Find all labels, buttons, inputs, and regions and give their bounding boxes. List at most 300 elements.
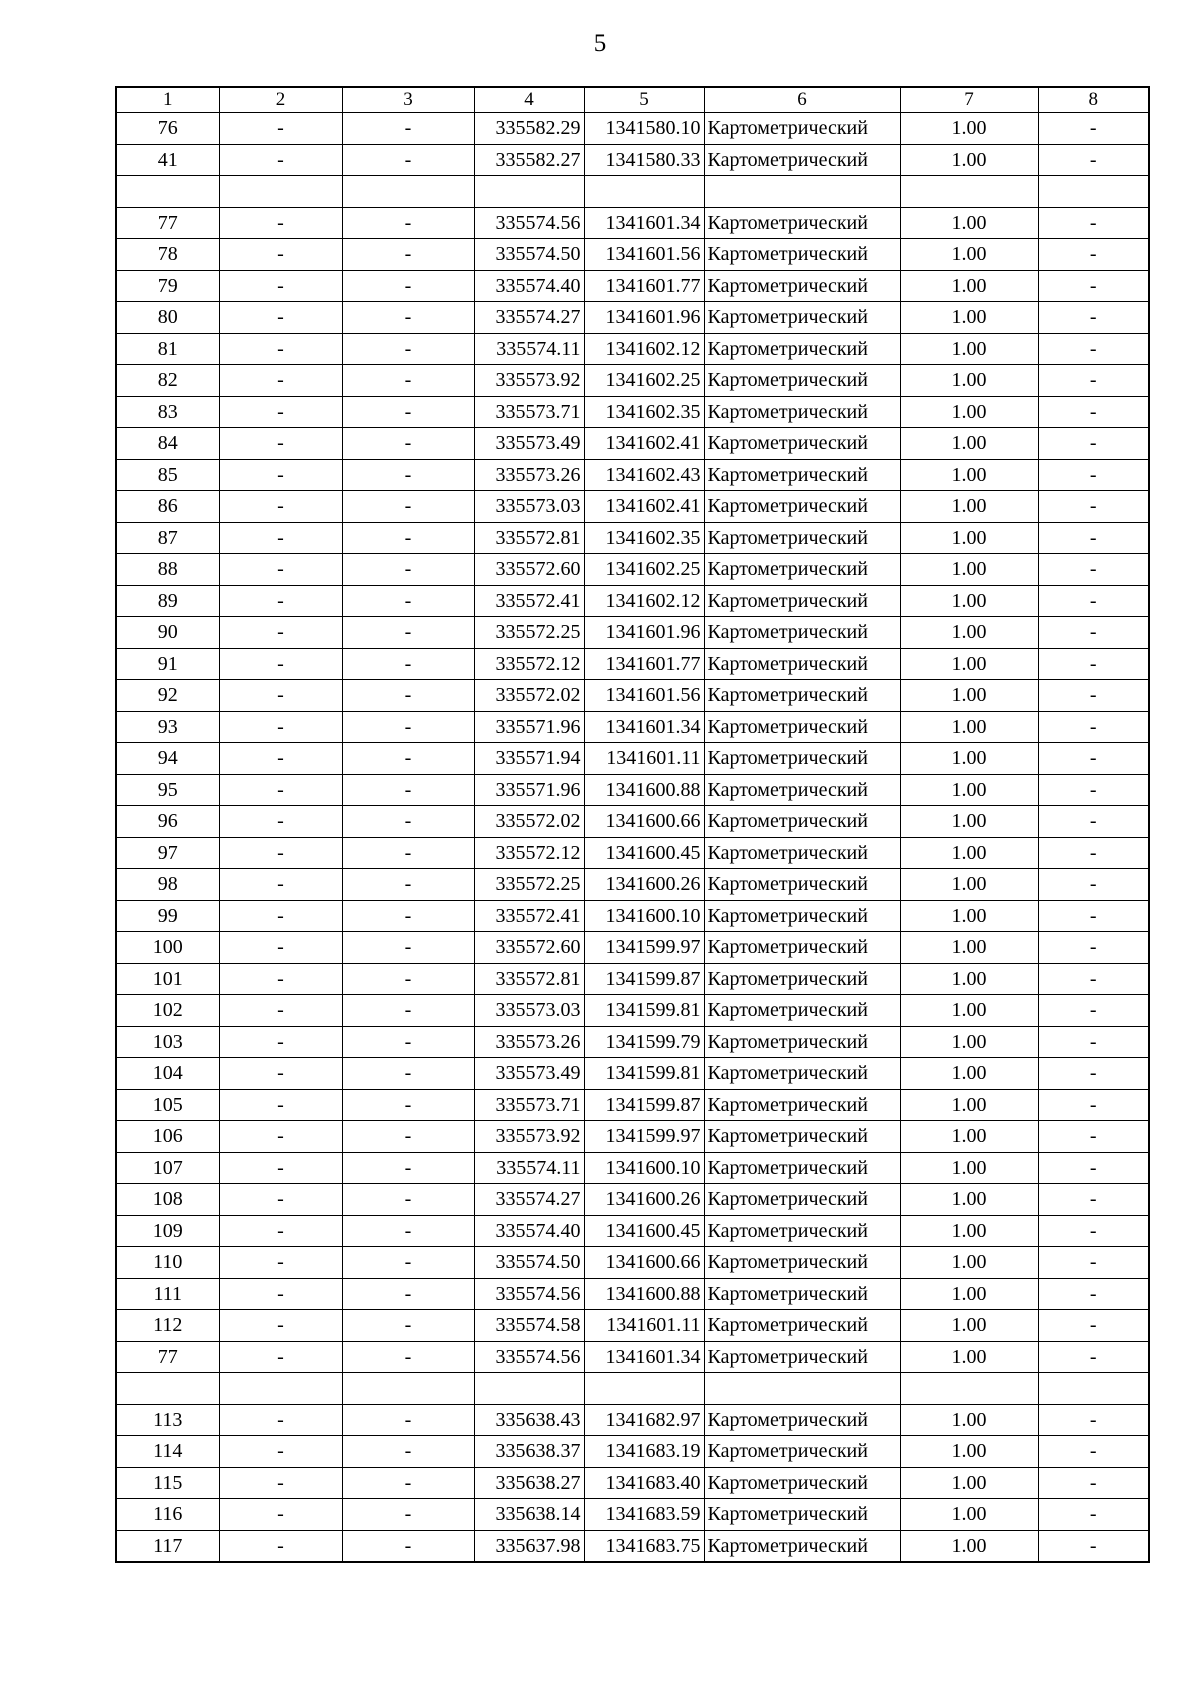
y-coordinate-cell: 1341601.34 [584, 1341, 704, 1373]
col3-cell: - [342, 396, 474, 428]
method-cell: Картометрический [704, 837, 900, 869]
col2-cell: - [219, 239, 342, 271]
col2-cell: - [219, 1467, 342, 1499]
accuracy-cell: 1.00 [900, 680, 1038, 712]
x-coordinate-cell: 335573.03 [474, 491, 584, 523]
y-coordinate-cell: 1341682.97 [584, 1404, 704, 1436]
table-row [116, 113, 1149, 145]
y-coordinate-cell: 1341601.56 [584, 239, 704, 271]
x-coordinate-cell: 335572.25 [474, 617, 584, 649]
col3-cell: - [342, 743, 474, 775]
col2-cell: - [219, 963, 342, 995]
col8-cell: - [1038, 396, 1149, 428]
x-coordinate-cell: 335637.98 [474, 1530, 584, 1562]
col2-cell: - [219, 396, 342, 428]
x-coordinate-cell: 335582.29 [474, 113, 584, 145]
y-coordinate-cell: 1341600.66 [584, 1247, 704, 1279]
col2-cell: - [219, 743, 342, 775]
col3-cell: - [342, 1530, 474, 1562]
table-row [116, 1184, 1149, 1216]
y-coordinate-cell: 1341580.10 [584, 113, 704, 145]
point-number-cell: 111 [116, 1278, 219, 1310]
accuracy-cell: 1.00 [900, 1121, 1038, 1153]
y-coordinate-cell: 1341601.56 [584, 680, 704, 712]
y-coordinate-cell: 1341601.96 [584, 302, 704, 334]
point-number-cell: 107 [116, 1152, 219, 1184]
point-number-cell: 91 [116, 648, 219, 680]
accuracy-cell: 1.00 [900, 1499, 1038, 1531]
table-row [116, 207, 1149, 239]
col2-cell: - [219, 1436, 342, 1468]
accuracy-cell: 1.00 [900, 932, 1038, 964]
y-coordinate-cell: 1341683.75 [584, 1530, 704, 1562]
col8-cell: - [1038, 113, 1149, 145]
x-coordinate-cell: 335572.02 [474, 806, 584, 838]
accuracy-cell: 1.00 [900, 365, 1038, 397]
x-coordinate-cell: 335638.37 [474, 1436, 584, 1468]
col2-cell: - [219, 554, 342, 586]
point-number-cell: 94 [116, 743, 219, 775]
col3-cell [342, 176, 474, 208]
column-header-1: 1 [116, 87, 219, 113]
col8-cell: - [1038, 1089, 1149, 1121]
x-coordinate-cell: 335574.27 [474, 1184, 584, 1216]
col8-cell: - [1038, 333, 1149, 365]
table-row [116, 995, 1149, 1027]
x-coordinate-cell: 335573.71 [474, 1089, 584, 1121]
col2-cell: - [219, 428, 342, 460]
y-coordinate-cell: 1341599.79 [584, 1026, 704, 1058]
x-coordinate-cell: 335573.92 [474, 365, 584, 397]
method-cell: Картометрический [704, 617, 900, 649]
column-header-3: 3 [342, 87, 474, 113]
col2-cell: - [219, 1530, 342, 1562]
table-row [116, 837, 1149, 869]
col8-cell: - [1038, 1499, 1149, 1531]
accuracy-cell: 1.00 [900, 207, 1038, 239]
x-coordinate-cell: 335574.56 [474, 207, 584, 239]
method-cell: Картометрический [704, 1310, 900, 1342]
accuracy-cell: 1.00 [900, 144, 1038, 176]
point-number-cell: 84 [116, 428, 219, 460]
method-cell: Картометрический [704, 585, 900, 617]
x-coordinate-cell: 335574.40 [474, 1215, 584, 1247]
col8-cell: - [1038, 270, 1149, 302]
table-row [116, 1530, 1149, 1562]
column-header-5: 5 [584, 87, 704, 113]
col2-cell: - [219, 1089, 342, 1121]
accuracy-cell [900, 176, 1038, 208]
method-cell: Картометрический [704, 491, 900, 523]
x-coordinate-cell: 335572.41 [474, 585, 584, 617]
table-row [116, 1089, 1149, 1121]
method-cell: Картометрический [704, 1058, 900, 1090]
col2-cell: - [219, 869, 342, 901]
col3-cell: - [342, 333, 474, 365]
method-cell: Картометрический [704, 1152, 900, 1184]
column-header-7: 7 [900, 87, 1038, 113]
col8-cell: - [1038, 1530, 1149, 1562]
y-coordinate-cell: 1341600.88 [584, 1278, 704, 1310]
y-coordinate-cell: 1341602.12 [584, 585, 704, 617]
method-cell [704, 1373, 900, 1405]
y-coordinate-cell: 1341602.43 [584, 459, 704, 491]
point-number-cell: 41 [116, 144, 219, 176]
point-number-cell: 82 [116, 365, 219, 397]
x-coordinate-cell: 335574.50 [474, 1247, 584, 1279]
method-cell: Картометрический [704, 1530, 900, 1562]
accuracy-cell: 1.00 [900, 743, 1038, 775]
y-coordinate-cell: 1341600.45 [584, 1215, 704, 1247]
table-row [116, 333, 1149, 365]
col2-cell: - [219, 333, 342, 365]
point-number-cell: 115 [116, 1467, 219, 1499]
method-cell: Картометрический [704, 365, 900, 397]
col8-cell: - [1038, 239, 1149, 271]
col3-cell: - [342, 1184, 474, 1216]
method-cell [704, 176, 900, 208]
col3-cell: - [342, 837, 474, 869]
x-coordinate-cell: 335574.58 [474, 1310, 584, 1342]
table-row [116, 648, 1149, 680]
point-number-cell: 92 [116, 680, 219, 712]
y-coordinate-cell [584, 1373, 704, 1405]
col2-cell: - [219, 1121, 342, 1153]
col3-cell: - [342, 1278, 474, 1310]
accuracy-cell: 1.00 [900, 1215, 1038, 1247]
method-cell: Картометрический [704, 522, 900, 554]
point-number-cell: 110 [116, 1247, 219, 1279]
x-coordinate-cell [474, 1373, 584, 1405]
accuracy-cell [900, 1373, 1038, 1405]
method-cell: Картометрический [704, 963, 900, 995]
method-cell: Картометрический [704, 1184, 900, 1216]
col3-cell: - [342, 963, 474, 995]
y-coordinate-cell: 1341601.11 [584, 1310, 704, 1342]
col3-cell: - [342, 1404, 474, 1436]
col3-cell: - [342, 995, 474, 1027]
col3-cell: - [342, 207, 474, 239]
point-number-cell: 86 [116, 491, 219, 523]
col2-cell: - [219, 1026, 342, 1058]
x-coordinate-cell: 335574.11 [474, 333, 584, 365]
col3-cell: - [342, 365, 474, 397]
col8-cell: - [1038, 302, 1149, 334]
y-coordinate-cell: 1341683.40 [584, 1467, 704, 1499]
point-number-cell: 78 [116, 239, 219, 271]
method-cell: Картометрический [704, 1467, 900, 1499]
y-coordinate-cell: 1341599.97 [584, 1121, 704, 1153]
method-cell: Картометрический [704, 1121, 900, 1153]
col3-cell: - [342, 900, 474, 932]
header-row [116, 87, 1149, 113]
col3-cell: - [342, 270, 474, 302]
y-coordinate-cell: 1341602.12 [584, 333, 704, 365]
x-coordinate-cell: 335572.12 [474, 837, 584, 869]
table-row [116, 585, 1149, 617]
col2-cell: - [219, 207, 342, 239]
col3-cell: - [342, 1310, 474, 1342]
point-number-cell [116, 1373, 219, 1405]
y-coordinate-cell: 1341600.10 [584, 900, 704, 932]
x-coordinate-cell: 335572.12 [474, 648, 584, 680]
col8-cell: - [1038, 428, 1149, 460]
method-cell: Картометрический [704, 900, 900, 932]
method-cell: Картометрический [704, 207, 900, 239]
col8-cell: - [1038, 1058, 1149, 1090]
col8-cell: - [1038, 837, 1149, 869]
col3-cell: - [342, 617, 474, 649]
table-row [116, 900, 1149, 932]
x-coordinate-cell: 335638.43 [474, 1404, 584, 1436]
col2-cell: - [219, 491, 342, 523]
table-row [116, 1310, 1149, 1342]
x-coordinate-cell: 335572.60 [474, 554, 584, 586]
x-coordinate-cell: 335572.81 [474, 963, 584, 995]
col3-cell: - [342, 1341, 474, 1373]
method-cell: Картометрический [704, 554, 900, 586]
method-cell: Картометрический [704, 302, 900, 334]
x-coordinate-cell: 335572.02 [474, 680, 584, 712]
col2-cell: - [219, 1184, 342, 1216]
col2-cell: - [219, 1310, 342, 1342]
point-number-cell: 105 [116, 1089, 219, 1121]
separator-row [116, 176, 1149, 208]
accuracy-cell: 1.00 [900, 617, 1038, 649]
method-cell: Картометрический [704, 113, 900, 145]
table-row [116, 1058, 1149, 1090]
table-row [116, 617, 1149, 649]
col8-cell: - [1038, 617, 1149, 649]
accuracy-cell: 1.00 [900, 1436, 1038, 1468]
method-cell: Картометрический [704, 1404, 900, 1436]
col3-cell: - [342, 239, 474, 271]
point-number-cell: 102 [116, 995, 219, 1027]
table-row [116, 1499, 1149, 1531]
accuracy-cell: 1.00 [900, 302, 1038, 334]
col8-cell: - [1038, 522, 1149, 554]
accuracy-cell: 1.00 [900, 554, 1038, 586]
page-number: 5 [593, 30, 607, 57]
y-coordinate-cell: 1341599.81 [584, 1058, 704, 1090]
table-row [116, 743, 1149, 775]
table-row [116, 1247, 1149, 1279]
col3-cell: - [342, 554, 474, 586]
col2-cell: - [219, 680, 342, 712]
accuracy-cell: 1.00 [900, 995, 1038, 1027]
x-coordinate-cell: 335574.56 [474, 1341, 584, 1373]
col8-cell: - [1038, 1152, 1149, 1184]
x-coordinate-cell: 335574.40 [474, 270, 584, 302]
col3-cell: - [342, 1152, 474, 1184]
y-coordinate-cell: 1341600.26 [584, 1184, 704, 1216]
col3-cell: - [342, 1499, 474, 1531]
col3-cell: - [342, 522, 474, 554]
col3-cell: - [342, 806, 474, 838]
col8-cell: - [1038, 144, 1149, 176]
accuracy-cell: 1.00 [900, 522, 1038, 554]
method-cell: Картометрический [704, 932, 900, 964]
method-cell: Картометрический [704, 270, 900, 302]
method-cell: Картометрический [704, 1026, 900, 1058]
y-coordinate-cell: 1341683.59 [584, 1499, 704, 1531]
point-number-cell: 89 [116, 585, 219, 617]
col2-cell: - [219, 1247, 342, 1279]
x-coordinate-cell: 335573.26 [474, 1026, 584, 1058]
y-coordinate-cell: 1341602.35 [584, 396, 704, 428]
accuracy-cell: 1.00 [900, 1247, 1038, 1279]
col3-cell: - [342, 1026, 474, 1058]
col3-cell: - [342, 1121, 474, 1153]
y-coordinate-cell: 1341600.88 [584, 774, 704, 806]
col8-cell: - [1038, 680, 1149, 712]
x-coordinate-cell: 335574.56 [474, 1278, 584, 1310]
y-coordinate-cell: 1341600.26 [584, 869, 704, 901]
table-row [116, 302, 1149, 334]
point-number-cell: 108 [116, 1184, 219, 1216]
col3-cell: - [342, 711, 474, 743]
x-coordinate-cell: 335574.50 [474, 239, 584, 271]
x-coordinate-cell: 335572.25 [474, 869, 584, 901]
col3-cell: - [342, 1436, 474, 1468]
y-coordinate-cell: 1341602.41 [584, 491, 704, 523]
x-coordinate-cell: 335573.26 [474, 459, 584, 491]
x-coordinate-cell: 335573.03 [474, 995, 584, 1027]
accuracy-cell: 1.00 [900, 459, 1038, 491]
y-coordinate-cell: 1341599.87 [584, 1089, 704, 1121]
accuracy-cell: 1.00 [900, 648, 1038, 680]
x-coordinate-cell: 335574.27 [474, 302, 584, 334]
x-coordinate-cell: 335571.94 [474, 743, 584, 775]
accuracy-cell: 1.00 [900, 1404, 1038, 1436]
col2-cell: - [219, 144, 342, 176]
point-number-cell: 79 [116, 270, 219, 302]
point-number-cell: 95 [116, 774, 219, 806]
col8-cell: - [1038, 554, 1149, 586]
col8-cell: - [1038, 1215, 1149, 1247]
table-row [116, 680, 1149, 712]
col2-cell: - [219, 932, 342, 964]
col3-cell: - [342, 932, 474, 964]
table-row [116, 428, 1149, 460]
x-coordinate-cell: 335638.14 [474, 1499, 584, 1531]
y-coordinate-cell: 1341601.77 [584, 270, 704, 302]
col8-cell: - [1038, 774, 1149, 806]
point-number-cell: 103 [116, 1026, 219, 1058]
table-row [116, 1215, 1149, 1247]
col8-cell: - [1038, 963, 1149, 995]
col3-cell: - [342, 459, 474, 491]
col8-cell: - [1038, 900, 1149, 932]
col3-cell: - [342, 113, 474, 145]
col2-cell: - [219, 270, 342, 302]
point-number-cell: 76 [116, 113, 219, 145]
table-row [116, 1467, 1149, 1499]
point-number-cell: 90 [116, 617, 219, 649]
method-cell: Картометрический [704, 774, 900, 806]
point-number-cell: 98 [116, 869, 219, 901]
col2-cell: - [219, 1341, 342, 1373]
y-coordinate-cell: 1341602.25 [584, 365, 704, 397]
y-coordinate-cell: 1341601.34 [584, 711, 704, 743]
accuracy-cell: 1.00 [900, 1467, 1038, 1499]
col2-cell: - [219, 617, 342, 649]
x-coordinate-cell: 335572.60 [474, 932, 584, 964]
y-coordinate-cell [584, 176, 704, 208]
method-cell: Картометрический [704, 680, 900, 712]
y-coordinate-cell: 1341600.10 [584, 1152, 704, 1184]
x-coordinate-cell: 335573.92 [474, 1121, 584, 1153]
method-cell: Картометрический [704, 743, 900, 775]
y-coordinate-cell: 1341580.33 [584, 144, 704, 176]
col8-cell: - [1038, 1026, 1149, 1058]
accuracy-cell: 1.00 [900, 333, 1038, 365]
col3-cell: - [342, 491, 474, 523]
col8-cell: - [1038, 1341, 1149, 1373]
y-coordinate-cell: 1341600.45 [584, 837, 704, 869]
col3-cell: - [342, 302, 474, 334]
column-header-4: 4 [474, 87, 584, 113]
col3-cell: - [342, 585, 474, 617]
y-coordinate-cell: 1341601.77 [584, 648, 704, 680]
point-number-cell: 85 [116, 459, 219, 491]
point-number-cell: 117 [116, 1530, 219, 1562]
col8-cell: - [1038, 365, 1149, 397]
col8-cell: - [1038, 932, 1149, 964]
point-number-cell: 112 [116, 1310, 219, 1342]
y-coordinate-cell: 1341599.97 [584, 932, 704, 964]
y-coordinate-cell: 1341602.35 [584, 522, 704, 554]
accuracy-cell: 1.00 [900, 270, 1038, 302]
col8-cell: - [1038, 1310, 1149, 1342]
col2-cell: - [219, 1404, 342, 1436]
method-cell: Картометрический [704, 333, 900, 365]
col8-cell: - [1038, 585, 1149, 617]
col3-cell: - [342, 1467, 474, 1499]
accuracy-cell: 1.00 [900, 900, 1038, 932]
col2-cell: - [219, 585, 342, 617]
col2-cell: - [219, 900, 342, 932]
table-row [116, 806, 1149, 838]
column-header-2: 2 [219, 87, 342, 113]
method-cell: Картометрический [704, 711, 900, 743]
col2-cell: - [219, 806, 342, 838]
method-cell: Картометрический [704, 1499, 900, 1531]
method-cell: Картометрический [704, 806, 900, 838]
method-cell: Картометрический [704, 1089, 900, 1121]
x-coordinate-cell: 335574.11 [474, 1152, 584, 1184]
col2-cell: - [219, 522, 342, 554]
table-row [116, 491, 1149, 523]
method-cell: Картометрический [704, 1215, 900, 1247]
table-row [116, 144, 1149, 176]
col3-cell: - [342, 648, 474, 680]
point-number-cell: 87 [116, 522, 219, 554]
table-row [116, 1026, 1149, 1058]
point-number-cell: 109 [116, 1215, 219, 1247]
x-coordinate-cell: 335571.96 [474, 774, 584, 806]
point-number-cell: 114 [116, 1436, 219, 1468]
accuracy-cell: 1.00 [900, 963, 1038, 995]
col8-cell: - [1038, 1247, 1149, 1279]
accuracy-cell: 1.00 [900, 1530, 1038, 1562]
table-row [116, 1278, 1149, 1310]
col2-cell: - [219, 302, 342, 334]
col8-cell: - [1038, 869, 1149, 901]
point-number-cell: 96 [116, 806, 219, 838]
point-number-cell: 100 [116, 932, 219, 964]
col8-cell: - [1038, 1121, 1149, 1153]
